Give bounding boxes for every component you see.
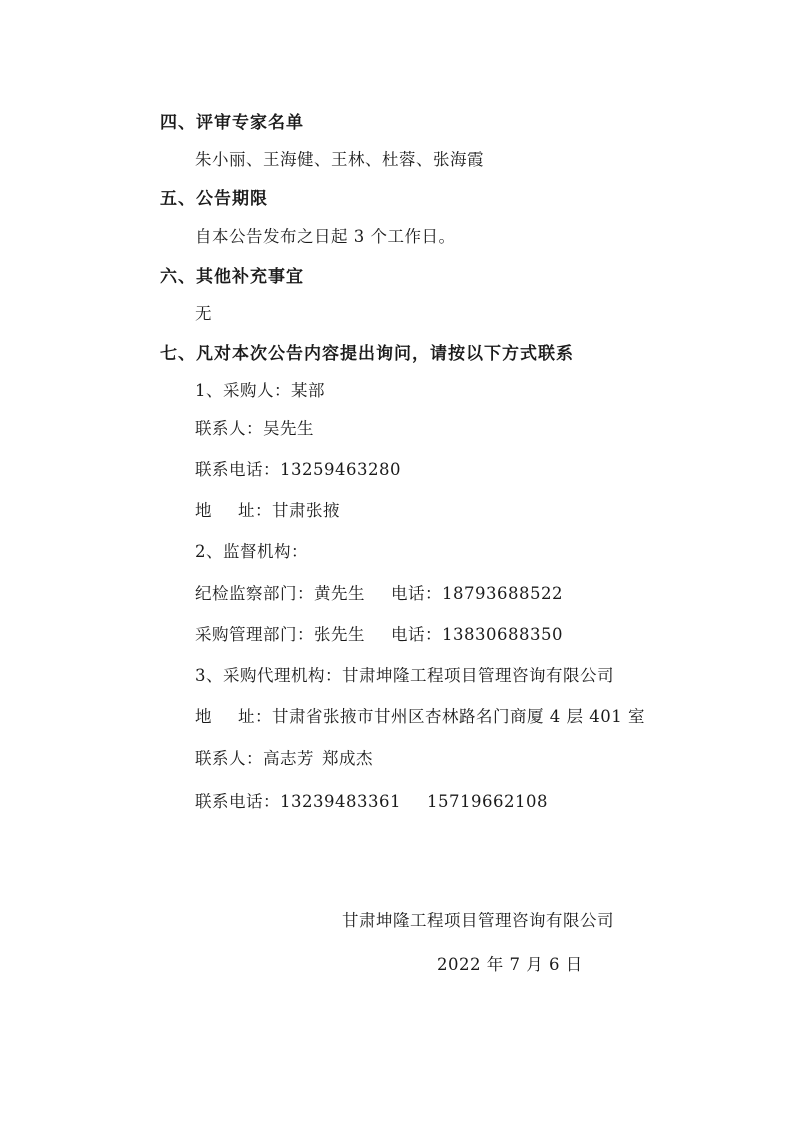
- expert-list: 朱小丽、王海健、王林、杜蓉、张海霞: [195, 150, 484, 169]
- agency-address-value: 址：甘肃省张掖市甘州区杏林路名门商厦 4 层 401 室: [238, 707, 645, 726]
- purchaser-heading: 1、采购人：某部: [195, 381, 325, 400]
- purchaser-contact: 联系人：吴先生: [195, 419, 314, 438]
- procurement-phone: 电话：13830688350: [391, 625, 563, 644]
- discipline-dept-line: [195, 580, 563, 604]
- section-7-title: 七、凡对本次公告内容提出询问，请按以下方式联系: [160, 344, 574, 364]
- other-matters: 无: [195, 304, 212, 323]
- section-5-title: 五、公告期限: [160, 189, 268, 209]
- procurement-dept-line: [195, 621, 563, 645]
- discipline-phone: 电话：18793688522: [391, 584, 563, 603]
- agency-heading: 3、采购代理机构：甘肃坤隆工程项目管理咨询有限公司: [195, 666, 614, 685]
- section-6-title: 六、其他补充事宜: [160, 267, 304, 287]
- section-4-title: 四、评审专家名单: [160, 113, 304, 133]
- agency-contact-second: 郑成杰: [322, 749, 373, 768]
- supervision-heading: 2、监督机构：: [195, 542, 308, 561]
- procurement-dept: 采购管理部门：张先生: [195, 625, 365, 644]
- agency-contact-first: 联系人：高志芳: [195, 749, 314, 768]
- discipline-dept: 纪检监察部门：黄先生: [195, 584, 365, 603]
- purchaser-phone: 联系电话：13259463280: [195, 460, 401, 479]
- purchaser-address-label: 地: [195, 501, 212, 520]
- signature-company: 甘肃坤隆工程项目管理咨询有限公司: [342, 911, 614, 930]
- purchaser-address: [195, 497, 340, 521]
- purchaser-address-value: 址：甘肃张掖: [238, 501, 340, 520]
- agency-address: [195, 703, 645, 727]
- agency-phone-first: 联系电话：13239483361: [195, 792, 401, 811]
- agency-contact: [195, 745, 373, 769]
- notice-period: 自本公告发布之日起 3 个工作日。: [195, 227, 456, 246]
- agency-phone-second: 15719662108: [426, 792, 548, 811]
- agency-phone: [195, 788, 548, 812]
- agency-address-label: 地: [195, 707, 212, 726]
- signature-date: 2022 年 7 月 6 日: [437, 955, 583, 974]
